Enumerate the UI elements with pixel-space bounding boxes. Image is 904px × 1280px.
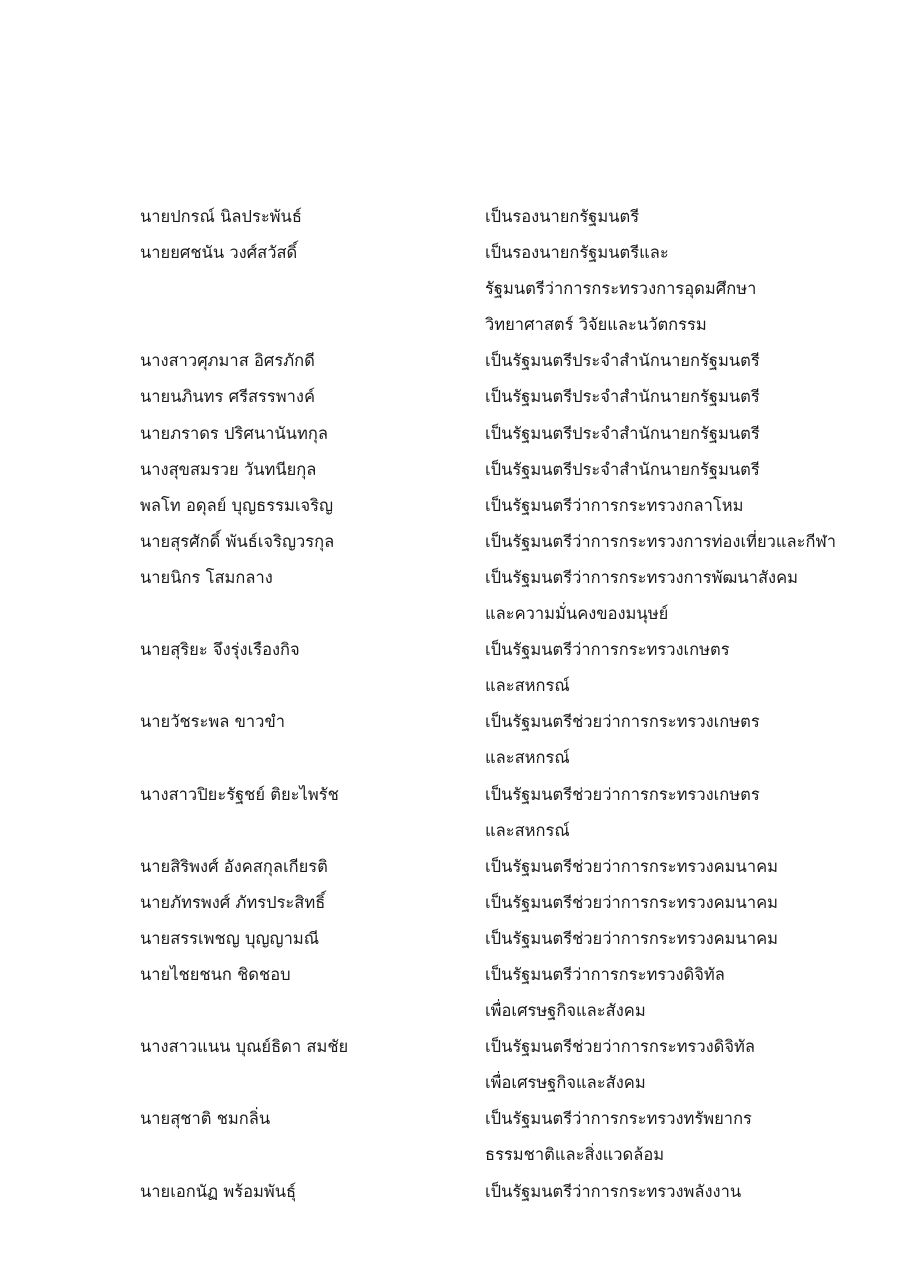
minister-position: เป็นรัฐมนตรีช่วยว่าการกระทรวงคมนาคม: [485, 892, 779, 912]
minister-row: [0, 885, 904, 921]
minister-position: ธรรมชาติและสิ่งแวดล้อม: [485, 1145, 665, 1165]
minister-name: นายปกรณ์ นิลประพันธ์: [140, 207, 302, 226]
minister-row: [0, 632, 904, 668]
minister-row: [0, 813, 904, 849]
minister-name: นายภราดร ปริศนานันทกุล: [140, 423, 328, 443]
minister-position: และสหกรณ์: [485, 820, 570, 840]
minister-position: และสหกรณ์: [485, 676, 570, 696]
minister-position: เป็นรัฐมนตรีว่าการกระทรวงทรัพยากร: [485, 1109, 752, 1129]
minister-name: นายสุชาติ ชมกลิ่น: [140, 1109, 271, 1129]
minister-row: [0, 849, 904, 885]
minister-position: เป็นรัฐมนตรีประจำสำนักนายกรัฐมนตรี: [485, 423, 760, 443]
minister-row: [0, 668, 904, 704]
minister-row: [0, 596, 904, 632]
minister-name: นางสุขสมรวย วันทนียกุล: [140, 459, 317, 479]
minister-name: นายภัทรพงศ์ ภัทรประสิทธิ์: [140, 892, 326, 912]
minister-name: นายสุริยะ จึงรุ่งเรืองกิจ: [140, 640, 300, 660]
minister-name: นายยศชนัน วงศ์สวัสดิ์: [140, 243, 298, 263]
minister-position: เป็นรัฐมนตรีประจำสำนักนายกรัฐมนตรี: [485, 459, 760, 479]
minister-row: [0, 379, 904, 415]
minister-position: เป็นรัฐมนตรีช่วยว่าการกระทรวงเกษตร: [485, 784, 760, 804]
minister-name: นายนิกร โสมกลาง: [140, 567, 273, 587]
minister-position: เป็นรองนายกรัฐมนตรีและ: [485, 243, 669, 263]
minister-name: พลโท อดุลย์ บุญธรรมเจริญ: [140, 495, 334, 515]
minister-name: นายนภินทร ศรีสรรพางค์: [140, 387, 315, 407]
minister-row: [0, 271, 904, 307]
minister-row: [0, 488, 904, 524]
minister-name: นายสุรศักดิ์ พันธ์เจริญวรกุล: [140, 531, 335, 551]
minister-name: นางสาวแนน บุณย์ธิดา สมชัย: [140, 1037, 349, 1057]
minister-position: เป็นรัฐมนตรีว่าการกระทรวงดิจิทัล: [485, 964, 725, 984]
minister-row: [0, 524, 904, 560]
minister-name: นางสาวปิยะรัฐชย์ ติยะไพรัช: [140, 784, 339, 804]
minister-row: [0, 993, 904, 1029]
minister-position: เป็นรองนายกรัฐมนตรี: [485, 207, 640, 226]
minister-position: เป็นรัฐมนตรีว่าการกระทรวงการพัฒนาสังคม: [485, 567, 799, 587]
minister-row: [0, 235, 904, 271]
minister-row: [0, 1101, 904, 1137]
minister-row: [0, 921, 904, 957]
minister-position: และความมั่นคงของมนุษย์: [485, 604, 669, 624]
minister-row: [0, 416, 904, 452]
minister-name: นายสิริพงศ์ อังคสกุลเกียรติ: [140, 856, 328, 876]
minister-name: นางสาวศุภมาส อิศรภักดี: [140, 351, 315, 371]
minister-name: นายสรรเพชญ บุญญามณี: [140, 928, 320, 948]
minister-row: [0, 199, 904, 235]
minister-row: [0, 740, 904, 776]
minister-position: เป็นรัฐมนตรีช่วยว่าการกระทรวงเกษตร: [485, 712, 760, 732]
minister-position: และสหกรณ์: [485, 748, 570, 768]
minister-position: เพื่อเศรษฐกิจและสังคม: [485, 1001, 646, 1021]
minister-row: [0, 777, 904, 813]
minister-row: [0, 704, 904, 740]
minister-row: [0, 452, 904, 488]
minister-position: เป็นรัฐมนตรีประจำสำนักนายกรัฐมนตรี: [485, 387, 760, 407]
minister-position: เป็นรัฐมนตรีช่วยว่าการกระทรวงคมนาคม: [485, 928, 779, 948]
minister-position: เป็นรัฐมนตรีช่วยว่าการกระทรวงดิจิทัล: [485, 1037, 756, 1057]
minister-row: [0, 957, 904, 993]
minister-position: เป็นรัฐมนตรีว่าการกระทรวงกลาโหม: [485, 495, 744, 515]
minister-name: นายวัชระพล ขาวขำ: [140, 712, 285, 732]
minister-list: [0, 199, 904, 1210]
minister-row: [0, 1137, 904, 1173]
minister-position: เป็นรัฐมนตรีว่าการกระทรวงเกษตร: [485, 640, 730, 660]
minister-row: [0, 1065, 904, 1101]
minister-position: เป็นรัฐมนตรีว่าการกระทรวงพลังงาน: [485, 1181, 742, 1201]
minister-position: เป็นรัฐมนตรีประจำสำนักนายกรัฐมนตรี: [485, 351, 760, 371]
minister-row: [0, 1174, 904, 1210]
minister-row: [0, 1029, 904, 1065]
minister-position: เป็นรัฐมนตรีช่วยว่าการกระทรวงคมนาคม: [485, 856, 779, 876]
minister-position: รัฐมนตรีว่าการกระทรวงการอุดมศึกษา: [485, 279, 757, 299]
minister-position: เป็นรัฐมนตรีว่าการกระทรวงการท่องเที่ยวและกีฬา: [485, 531, 837, 551]
minister-name: นายไชยชนก ชิดชอบ: [140, 964, 291, 984]
minister-position: เพื่อเศรษฐกิจและสังคม: [485, 1073, 646, 1093]
minister-position: วิทยาศาสตร์ วิจัยและนวัตกรรม: [485, 315, 707, 335]
minister-row: [0, 343, 904, 379]
minister-name: นายเอกนัฏ พร้อมพันธุ์: [140, 1181, 297, 1201]
minister-row: [0, 560, 904, 596]
minister-row: [0, 307, 904, 343]
